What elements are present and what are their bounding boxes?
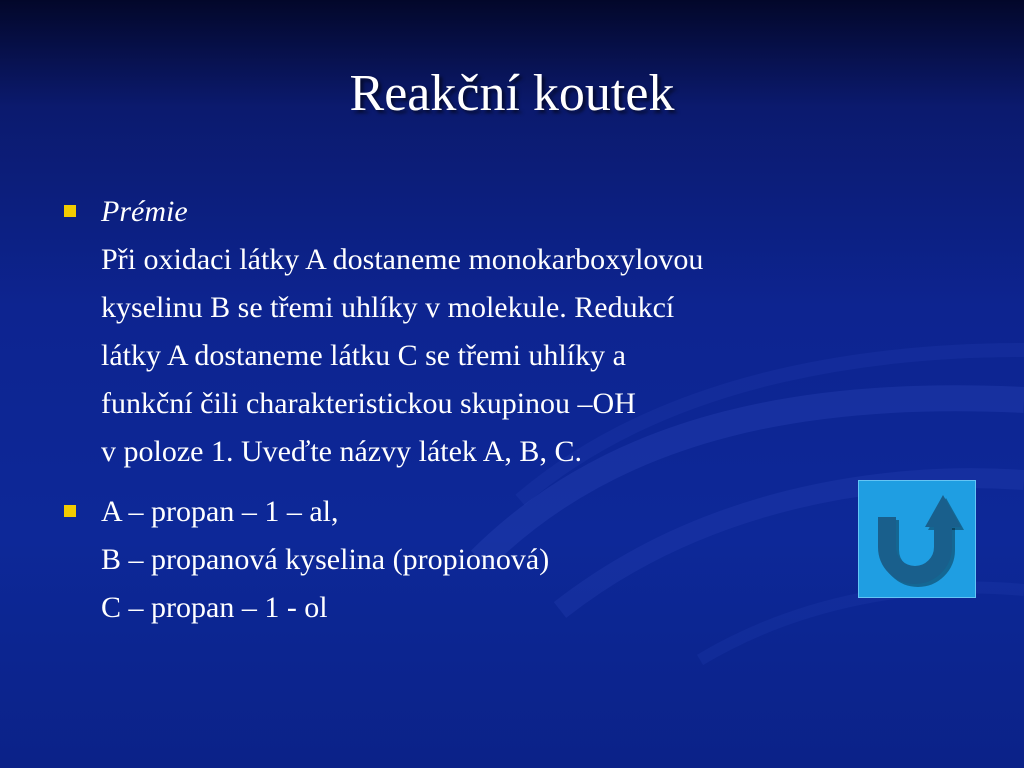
u-turn-arrow-icon (859, 481, 975, 597)
answer-line: A – propan – 1 – al, (101, 495, 339, 528)
return-button[interactable] (858, 480, 976, 598)
bullet-square-icon (64, 505, 76, 517)
bullet-square-icon (64, 205, 76, 217)
question-line: v poloze 1. Uveďte názvy látek A, B, C. (101, 435, 582, 468)
answer-line: B – propanová kyselina (propionová) (101, 543, 550, 576)
question-line: látky A dostaneme látku C se třemi uhlíky a (101, 339, 626, 372)
answer-line: C – propan – 1 - ol (101, 591, 328, 624)
question-line: kyselinu B se třemi uhlíky v molekule. Redukcí (101, 291, 675, 324)
bullet-list (60, 188, 960, 632)
bullet-heading: Prémie (101, 195, 188, 228)
question-line: funkční čili charakteristickou skupinou –OH (101, 387, 636, 420)
question-line: Při oxidaci látky A dostaneme monokarboxylovou (101, 243, 704, 276)
bullet-item-bonus (60, 188, 960, 476)
slide-title: Reakční koutek (349, 65, 675, 122)
bullet-item-answer (60, 488, 960, 632)
